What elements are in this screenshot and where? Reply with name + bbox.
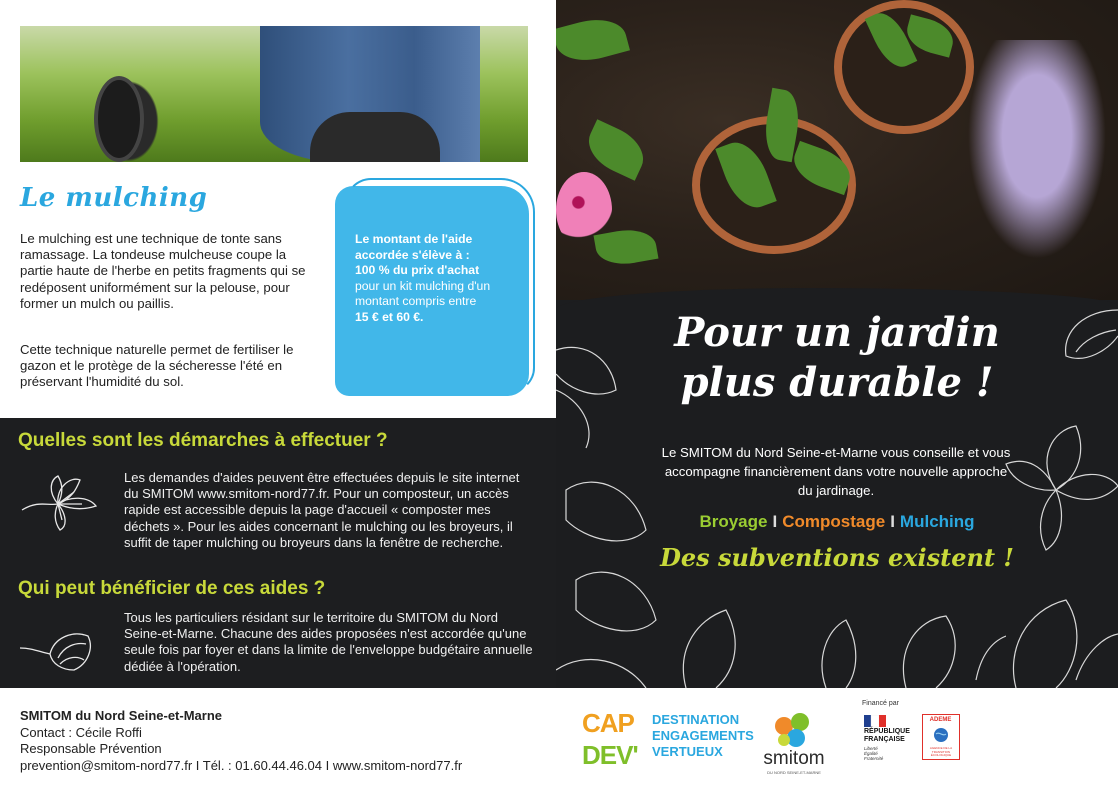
rf-line: RÉPUBLIQUE [864,728,910,735]
category-separator: I [772,512,778,531]
cover-title-line-1: Pour un jardin [674,309,1000,356]
ademe-logo [922,714,960,760]
categories-line [556,512,1118,532]
leaf [580,119,651,181]
subventions-tagline: Des subventions existent ! [660,543,1014,572]
aid-amount-text [355,232,525,325]
cover-intro: Le SMITOM du Nord Seine-et-Marne vous conseille et vous accompagne financièrement dans votre nouvelle approche du jardinage. [661,445,1011,498]
ademe-name: ADEME [929,717,952,723]
lilac-flowers [956,40,1118,280]
capdev-tagline [652,712,754,760]
capdev-cap: CAP [582,708,634,738]
aid-amount-box [335,178,535,396]
ademe-subtitle: AGENCE DE LA TRANSITION ÉCOLOGIQUE [929,746,953,757]
demarches-text: Les demandes d'aides peuvent être effectuées depuis le site internet du SMITOM www.smitom-nord77.fr. Pour un composteur, un accès rapide est accessible depuis la page d'accueil « composter mes déchets ». Pour les aides concernant le mulching ou les broyeurs, il suffit de taper mulching ou broyeurs dans la fenêtre de recherche. [124,470,520,550]
flower-line-icon [18,470,100,532]
contact-details: prevention@smitom-nord77.fr I Tél. : 01.60.44.46.04 I www.smitom-nord77.fr [20,757,463,773]
smitom-subtitle: DU NORD SEINE-ET-MARNE [767,770,821,775]
contact-organization: SMITOM du Nord Seine-et-Marne [20,708,222,723]
cover-title-line-2: plus durable ! [680,359,994,406]
rf-motto: Liberté [864,746,878,751]
demarches-heading: Quelles sont les démarches à effectuer ? [18,430,388,451]
marianne-icon [864,715,886,727]
finance-label: Financé par [862,700,899,707]
mulching-description: Le mulching est une technique de tonte sans ramassage. La tondeuse mulcheuse coupe la partie haute de l'herbe en petits fragments qui se redéposent uniformément sur la pelouse, pour former un mulch ou paillis. [20,231,306,311]
person-shoe [310,112,440,162]
leaf [556,12,630,69]
cover-panel [556,0,1118,688]
contact-block [20,708,462,774]
pink-flower [556,172,612,248]
category-compostage: Compostage [782,512,886,531]
rf-motto: Fraternité [864,756,884,761]
aid-line-1: Le montant de l'aide accordée s'élève à : [355,232,473,262]
flower-outline-decoration [646,580,1006,688]
capdev-tag-line: DESTINATION [652,712,740,727]
aid-percentage: 100 % du prix d'achat [355,263,480,277]
globe-icon [933,727,949,743]
mulching-title: Le mulching [20,183,208,213]
category-separator: I [890,512,895,531]
tulip-line-icon [18,618,100,680]
capdev-tag-line: ENGAGEMENTS [652,728,754,743]
capdev-tag-line: VERTUEUX [652,744,723,759]
lawn-mower-photo [20,26,528,162]
contact-role: Responsable Prévention [20,741,162,756]
garden-pots-photo [556,0,1118,300]
footer [0,688,1118,791]
beneficier-heading: Qui peut bénéficier de ces aides ? [18,578,326,599]
flower-outline-decoration [996,580,1118,688]
category-broyage: Broyage [699,512,768,531]
contact-name: Contact : Cécile Roffi [20,724,142,740]
capdev-logo [580,708,754,772]
plant-pot [834,0,974,134]
capdev-dev: DEV' [582,740,638,770]
smitom-wordmark: smitom [763,748,825,769]
aid-line-normal: pour un kit mulching d'un montant compris entre [355,278,491,308]
mower-wheel [94,76,144,162]
mulching-panel [0,0,556,418]
mulching-benefits: Cette technique naturelle permet de fertiliser le gazon et le protège de la sécheresse l'été en préservant l'humidité du sol. [20,342,294,390]
info-panel [0,418,556,688]
smitom-logo [758,710,830,776]
rf-motto: Égalité [864,751,878,756]
rf-line: FRANÇAISE [864,736,905,743]
beneficier-text: Tous les particuliers résidant sur le territoire du SMITOM du Nord Seine-et-Marne. Chacune des aides proposées n'est accordée qu'une seule fois par foyer et dans la limite de l'enveloppe budgétaire annuelle dédiée à l'opération. [124,610,533,674]
smitom-recycle-icon [758,710,830,750]
cover-title [556,308,1118,408]
republique-francaise-logo [864,714,926,770]
aid-range: 15 € et 60 €. [355,309,424,324]
category-mulching: Mulching [899,512,975,531]
